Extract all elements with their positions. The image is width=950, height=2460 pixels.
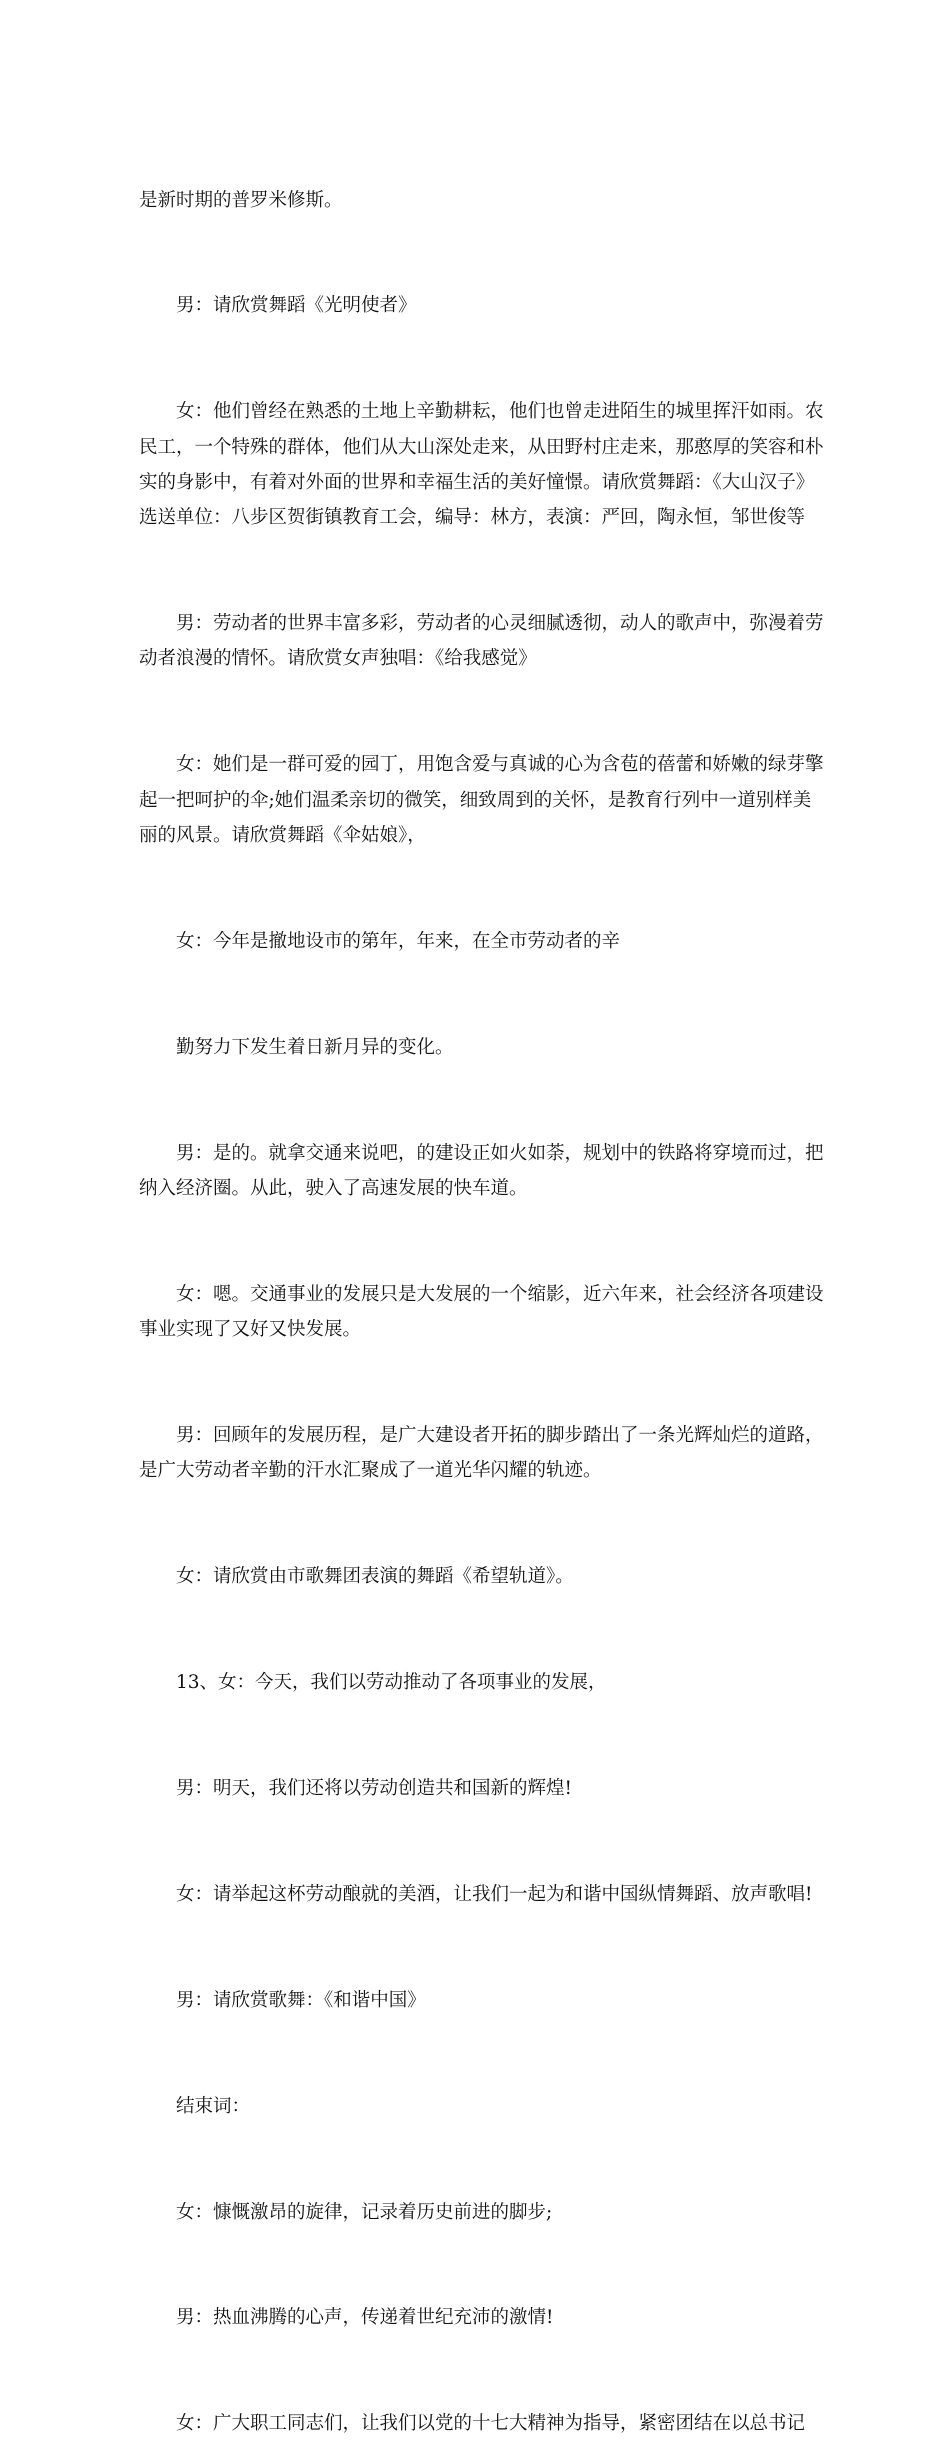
paragraph: 女：请举起这杯劳动酿就的美酒，让我们一起为和谐中国纵情舞蹈、放声歌唱! xyxy=(176,1883,813,1905)
paragraph: 男：是的。就拿交通来说吧，的建设正如火如荼，规划中的铁路将穿境而过，把纳入经济圈。从此，驶入了高速发展的快车道。 xyxy=(139,1142,824,1199)
paragraph: 男：请欣赏舞蹈《光明使者》 xyxy=(176,295,417,317)
paragraph: 女：请欣赏由市歌舞团表演的舞蹈《希望轨道》。 xyxy=(176,1566,574,1588)
paragraph: 结束词： xyxy=(176,2095,251,2117)
paragraph: 男：请欣赏歌舞：《和谐中国》 xyxy=(176,1989,426,2011)
paragraph: 女：她们是一群可爱的园丁，用饱含爱与真诚的心为含苞的蓓蕾和娇嫩的绿芽擎起一把呵护的伞;她们温柔亲切的微笑，细致周到的关怀，是教育行列中一道别样美丽的风景。请欣赏舞蹈《伞姑娘》， xyxy=(139,754,824,846)
document-body xyxy=(139,112,829,2460)
paragraph: 勤努力下发生着日新月异的变化。 xyxy=(176,1036,454,1058)
paragraph: 男：劳动者的世界丰富多彩，劳动者的心灵细腻透彻，动人的歌声中，弥漫着劳动者浪漫的情怀。请欣赏女声独唱：《给我感觉》 xyxy=(139,613,824,670)
paragraph: 女：他们曾经在熟悉的土地上辛勤耕耘，他们也曾走进陌生的城里挥汗如雨。农民工，一个特殊的群体，他们从大山深处走来，从田野村庄走来，那憨厚的笑容和朴实的身影中，有着对外面的世界和幸福生活的美好憧憬。请欣赏舞蹈：《大山汉子》选送单位：八步区贺街镇教育工会，编导：林方，表演：严回，陶永恒，邹世俊等 xyxy=(139,401,824,529)
paragraph: 男：回顾年的发展历程，是广大建设者开拓的脚步踏出了一条光辉灿烂的道路，是广大劳动者辛勤的汗水汇聚成了一道光华闪耀的轨迹。 xyxy=(139,1424,824,1482)
paragraph: 男：热血沸腾的心声，传递着世纪充沛的激情! xyxy=(176,2307,554,2329)
paragraph: 女：嗯。交通事业的发展只是大发展的一个缩影，近六年来，社会经济各项建设事业实现了又好又快发展。 xyxy=(139,1283,824,1341)
paragraph: 女：广大职工同志们，让我们以党的十七大精神为指导，紧密团结在以总书记 xyxy=(176,2413,806,2435)
paragraph: 女：慷慨激昂的旋律，记录着历史前进的脚步; xyxy=(176,2201,553,2223)
paragraph: 是新时期的普罗米修斯。 xyxy=(139,189,343,211)
paragraph: 男：明天，我们还将以劳动创造共和国新的辉煌! xyxy=(176,1777,572,1799)
paragraph: 13、女：今天，我们以劳动推动了各项事业的发展， xyxy=(176,1672,607,1694)
paragraph: 女：今年是撤地设市的第年，年来，在全市劳动者的辛 xyxy=(176,930,621,952)
